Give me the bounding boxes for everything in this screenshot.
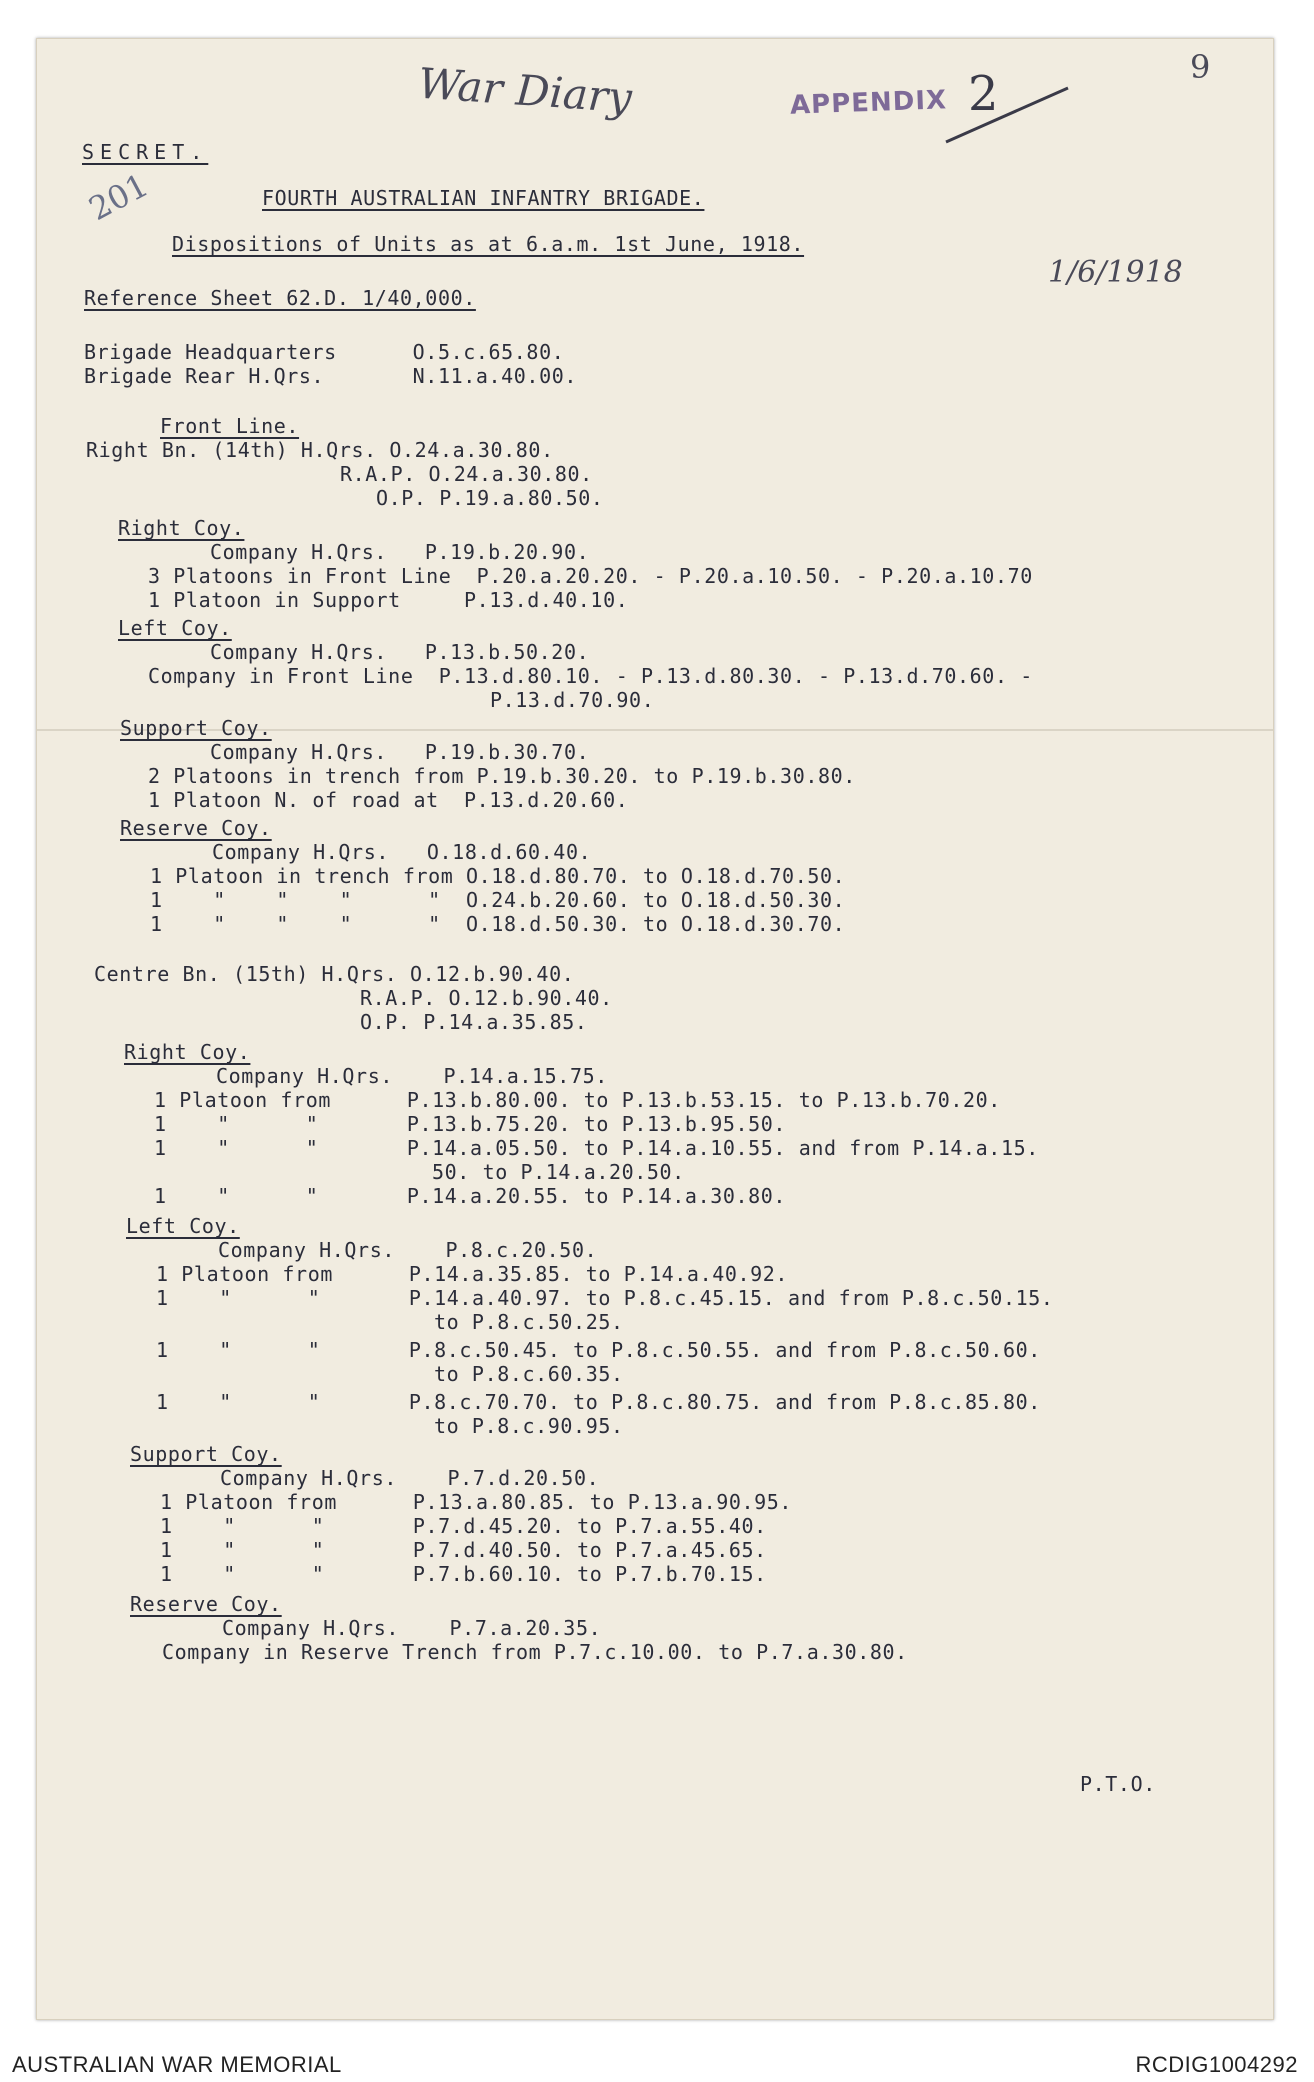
document-subtitle: Dispositions of Units as at 6.a.m. 1st June, 1918.	[172, 232, 805, 256]
right-coy-heading: Right Coy.	[118, 516, 245, 540]
line-text: 1 " " P.14.a.20.55. to P.14.a.30.80.	[154, 1184, 787, 1208]
line-text: Company H.Qrs. P.19.b.20.90.	[210, 540, 590, 564]
line-text: 1 " " P.13.b.75.20. to P.13.b.95.50.	[154, 1112, 787, 1136]
line-text: 3 Platoons in Front Line P.20.a.20.20. - P.20.a.10.50. - P.20.a.10.70	[148, 564, 1033, 588]
line-text: 1 " " P.8.c.70.70. to P.8.c.80.75. and from P.8.c.85.80.	[156, 1390, 1041, 1414]
brigade-hq-line: Brigade Headquarters O.5.c.65.80.	[84, 340, 565, 364]
please-turn-over: P.T.O.	[1080, 1772, 1156, 1796]
line-text: 1 " " P.7.b.60.10. to P.7.b.70.15.	[160, 1562, 767, 1586]
line-text: Company H.Qrs. P.14.a.15.75.	[216, 1064, 608, 1088]
document-page	[36, 38, 1274, 2020]
page-number: 9	[1190, 48, 1211, 86]
line-text: 1 Platoon from P.14.a.35.85. to P.14.a.40.92.	[156, 1262, 789, 1286]
line-text: 1 Platoon from P.13.a.80.85. to P.13.a.90.95.	[160, 1490, 793, 1514]
line-text: to P.8.c.50.25.	[434, 1310, 624, 1334]
support-coy-heading: Support Coy.	[120, 716, 272, 740]
appendix-number: 2	[968, 66, 999, 122]
war-diary-handwriting: War Diary	[416, 58, 634, 123]
reference-sheet: Reference Sheet 62.D. 1/40,000.	[84, 286, 476, 310]
right-bn-op-line: O.P. P.19.a.80.50.	[376, 486, 604, 510]
line-text: 1 " " P.7.d.40.50. to P.7.a.45.65.	[160, 1538, 767, 1562]
right-bn-rap-line: R.A.P. O.24.a.30.80.	[340, 462, 593, 486]
line-text: Company in Reserve Trench from P.7.c.10.00. to P.7.a.30.80.	[162, 1640, 908, 1664]
footer-institution: AUSTRALIAN WAR MEMORIAL	[12, 2052, 342, 2077]
right-bn-hq-line: Right Bn. (14th) H.Qrs. O.24.a.30.80.	[86, 438, 554, 462]
footer-record-id: RCDIG1004292	[1135, 2052, 1298, 2077]
line-text: Company H.Qrs. O.18.d.60.40.	[212, 840, 592, 864]
left-coy-heading: Left Coy.	[118, 616, 232, 640]
folio-number: 201	[82, 165, 155, 229]
line-text: 1 " " " " O.24.b.20.60. to O.18.d.50.30.	[150, 888, 846, 912]
line-text: 1 Platoon from P.13.b.80.00. to P.13.b.53.15. to P.13.b.70.20.	[154, 1088, 1001, 1112]
centre-right-coy-heading: Right Coy.	[124, 1040, 251, 1064]
line-text: 1 Platoon in trench from O.18.d.80.70. to O.18.d.70.50.	[150, 864, 846, 888]
line-text: 1 Platoon in Support P.13.d.40.10.	[148, 588, 629, 612]
line-text: 2 Platoons in trench from P.19.b.30.20. to P.19.b.30.80.	[148, 764, 856, 788]
line-text: 1 " " P.14.a.05.50. to P.14.a.10.55. and from P.14.a.15.	[154, 1136, 1039, 1160]
line-text: P.13.d.70.90.	[490, 688, 655, 712]
handwritten-date: 1/6/1918	[1048, 255, 1183, 290]
line-text: Company H.Qrs. P.19.b.30.70.	[210, 740, 590, 764]
reserve-coy-heading: Reserve Coy.	[120, 816, 272, 840]
line-text: Company H.Qrs. P.7.a.20.35.	[222, 1616, 602, 1640]
centre-bn-rap-line: R.A.P. O.12.b.90.40.	[360, 986, 613, 1010]
line-text: Company H.Qrs. P.8.c.20.50.	[218, 1238, 598, 1262]
centre-reserve-coy-heading: Reserve Coy.	[130, 1592, 282, 1616]
document-title: FOURTH AUSTRALIAN INFANTRY BRIGADE.	[262, 186, 705, 210]
front-line-heading: Front Line.	[160, 414, 300, 438]
line-text: Company H.Qrs. P.13.b.50.20.	[210, 640, 590, 664]
brigade-rear-hq-line: Brigade Rear H.Qrs. N.11.a.40.00.	[84, 364, 577, 388]
appendix-underline-stroke	[940, 80, 1080, 150]
centre-bn-op-line: O.P. P.14.a.35.85.	[360, 1010, 588, 1034]
centre-support-coy-heading: Support Coy.	[130, 1442, 282, 1466]
line-text: 1 " " P.8.c.50.45. to P.8.c.50.55. and from P.8.c.50.60.	[156, 1338, 1041, 1362]
line-text: to P.8.c.60.35.	[434, 1362, 624, 1386]
secret-marking: SECRET.	[82, 140, 209, 164]
centre-bn-hq-line: Centre Bn. (15th) H.Qrs. O.12.b.90.40.	[94, 962, 575, 986]
centre-left-coy-heading: Left Coy.	[126, 1214, 240, 1238]
line-text: 1 " " P.7.d.45.20. to P.7.a.55.40.	[160, 1514, 767, 1538]
line-text: 1 " " P.14.a.40.97. to P.8.c.45.15. and from P.8.c.50.15.	[156, 1286, 1054, 1310]
line-text: Company in Front Line P.13.d.80.10. - P.13.d.80.30. - P.13.d.70.60. -	[148, 664, 1033, 688]
line-text: 1 Platoon N. of road at P.13.d.20.60.	[148, 788, 629, 812]
line-text: 50. to P.14.a.20.50.	[432, 1160, 685, 1184]
appendix-stamp: APPENDIX	[789, 85, 948, 121]
line-text: to P.8.c.90.95.	[434, 1414, 624, 1438]
line-text: 1 " " " " O.18.d.50.30. to O.18.d.30.70.	[150, 912, 846, 936]
line-text: Company H.Qrs. P.7.d.20.50.	[220, 1466, 600, 1490]
